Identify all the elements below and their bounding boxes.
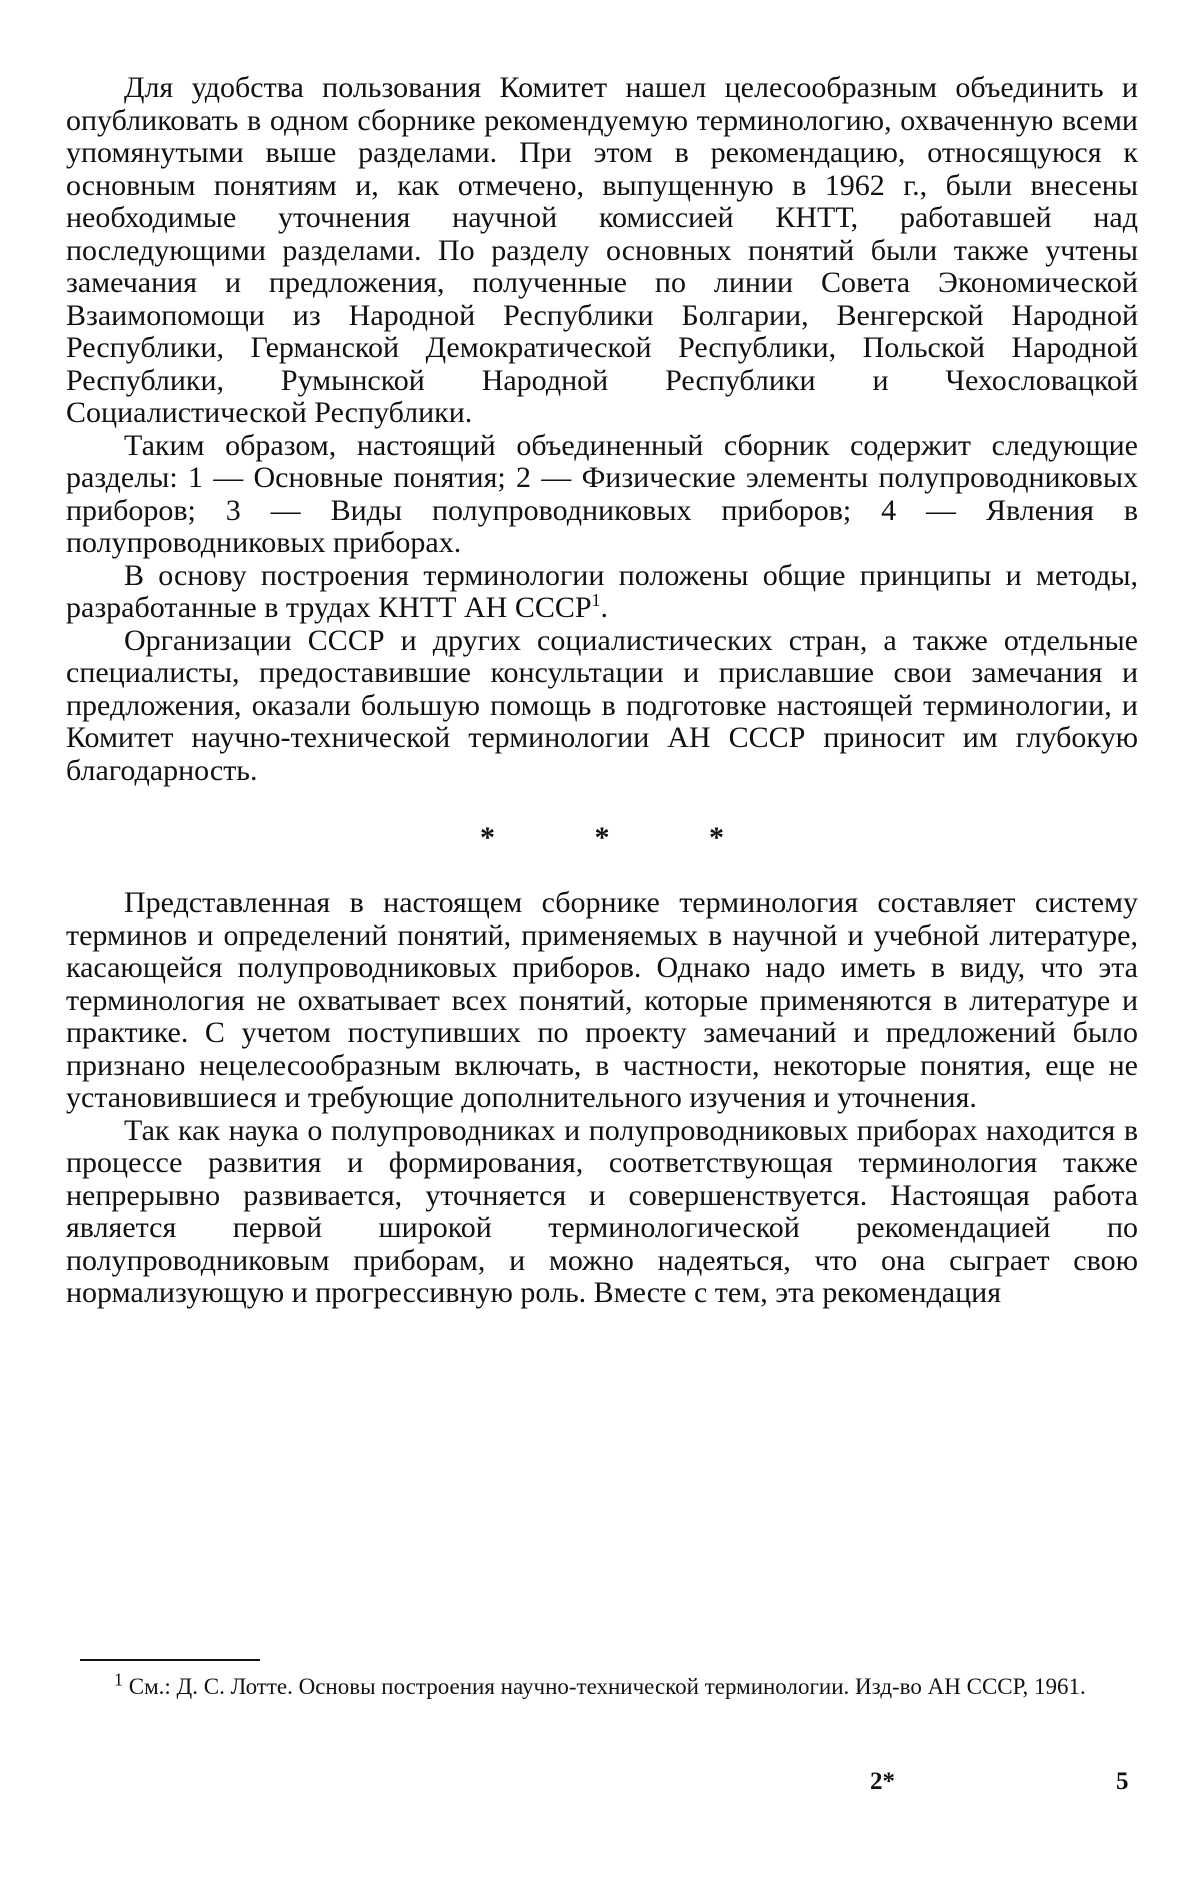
paragraph-3 bbox=[66, 560, 1138, 625]
footnote-reference: 1 bbox=[591, 590, 601, 610]
paragraph-2: Таким образом, настоящий объединенный сборник содержит следующие разделы: 1 — Основные понятия; 2 — Физические элементы полупроводниковых приборов; 3 — Виды полупроводниковых приборов; 4 — Явления в полупроводниковых приборах. bbox=[66, 428, 1138, 559]
footnote-marker: 1 bbox=[114, 1669, 123, 1690]
paragraph-3-end: . bbox=[600, 591, 609, 624]
page-body bbox=[66, 72, 1138, 1310]
paragraph-6: Так как наука о полупроводниках и полупроводниковых приборах находится в процессе развития и формирования, соответствующая терминология также непрерывно развивается, уточняется и совершенствуется. Настоящая работа является первой широкой терминологической рекомендацией по полупроводниковым приборам, и можно надеяться, что она сыграет свою нормализующую и прогрессивную роль. Вместе с тем, эта рекомендация bbox=[66, 1113, 1138, 1309]
paragraph-1: Для удобства пользования Комитет нашел целесообразным объединить и опубликовать в одном сборнике рекомендуемую терминологию, охваченную всеми упомянутыми выше разделами. При этом в рекомендацию, относящуюся к основным понятиям и, как отмечено, выпущенную в 1962 г., были внесены необходимые уточнения научной комиссией КНТТ, работавшей над последующими разделами. По разделу основных понятий были также учтены замечания и предложения, полученные по линии Совета Экономической Взаимопомощи из Народной Республики Болгарии, Венгерской Народной Республики, Германской Демократической Республики, Польской Народной Республики, Румынской Народной Республики и Чехословацкой Социалистической Республики. bbox=[66, 71, 1138, 429]
paragraph-5: Представленная в настоящем сборнике терминология составляет систему терминов и определений понятий, применяемых в научной и учебной литературе, касающейся полупроводниковых приборов. Однако надо иметь в виду, что эта терминология не охватывает всех понятий, которые применяются в литературе и практике. С учетом поступивших по проекту замечаний и предложений было признано нецелесообразным включать, в частности, некоторые понятия, еще не установившиеся и требующие дополнительного изучения и уточнения. bbox=[66, 886, 1138, 1114]
signature-mark: 2* bbox=[870, 1768, 895, 1795]
footnote-rule bbox=[80, 1659, 260, 1661]
footnote bbox=[80, 1669, 1138, 1700]
footnote-text: См.: Д. С. Лотте. Основы построения научно-технической терминологии. Изд-во АН СССР, 1961. bbox=[128, 1674, 1086, 1699]
paragraph-4: Организации СССР и других социалистических стран, а также отдельные специалисты, предоставившие консультации и приславшие свои замечания и предложения, оказали большую помощь в подготовке настоящей терминологии, и Комитет научно-технической терминологии АН СССР приносит им глубокую благодарность. bbox=[66, 623, 1138, 787]
page-number: 5 bbox=[1116, 1768, 1129, 1795]
section-separator: * * * bbox=[480, 821, 770, 854]
paragraph-3-text: В основу построения терминологии положены общие принципы и методы, разработанные в трудах КНТТ АН СССР bbox=[66, 558, 1138, 624]
